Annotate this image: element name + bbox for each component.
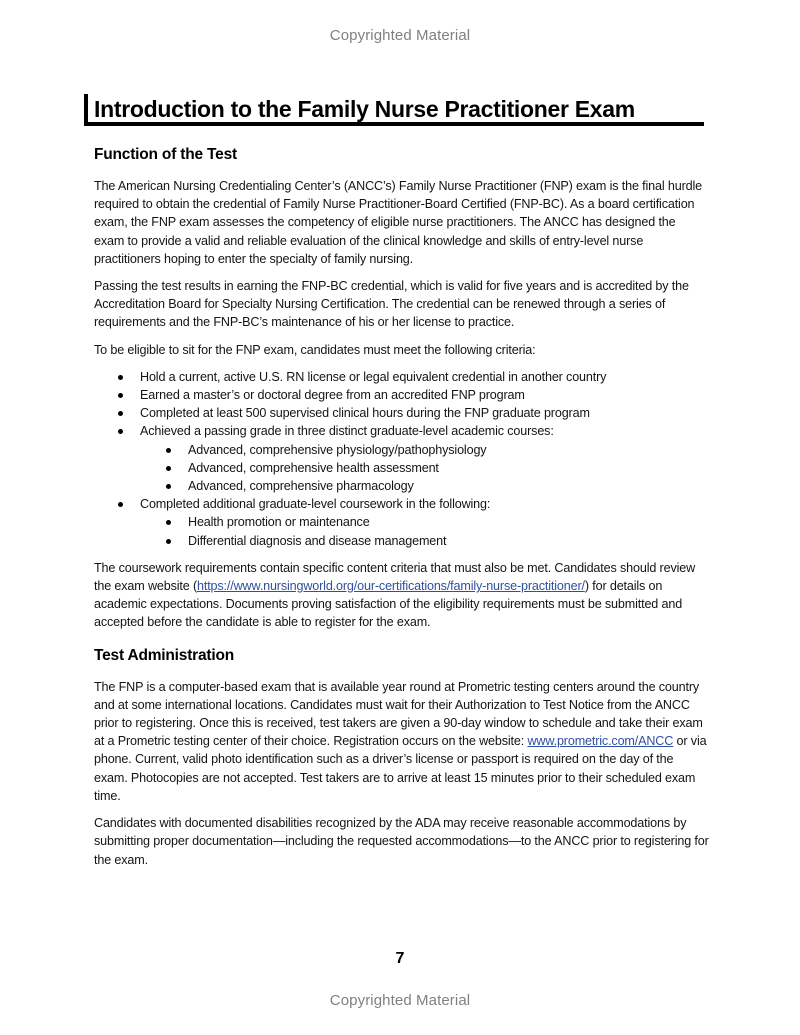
chapter-title: Introduction to the Family Nurse Practitioner Exam [94, 96, 635, 122]
eligibility-criteria-list [94, 368, 709, 441]
text-span: The coursework requirements contain specific content criteria that must also be met. Candidates should review the exam website ( [94, 560, 696, 594]
list-item-text: Earned a master’s or doctoral degree from an accredited FNP program [140, 388, 525, 403]
paragraph: Passing the test results in earning the FNP-BC credential, which is valid for five years and is accredited by the Accreditation Board for Specialty Nursing Certification. The credential can be renewed through a series of requirements and the FNP-BC’s maintenance of his or her license to practice. [94, 279, 689, 330]
bullet-icon [118, 411, 123, 416]
list-item [94, 386, 709, 404]
prometric-link[interactable]: www.prometric.com/ANCC [527, 734, 674, 749]
bullet-icon [166, 466, 171, 471]
section-heading: Test Administration [94, 646, 235, 664]
bullet-icon [118, 393, 123, 398]
text-span: The FNP is a computer-based exam that is available year round at Prometric testing centers around the country and at some international locations. Candidates must wait for their Authorization to Test Notice from the ANCC prior to registering. Once this is received, test takers are given a 90-day window to schedule and take their exam at a Prometric testing center of their choice. Registration occurs on the website: [94, 679, 703, 749]
accommodations-paragraph: Candidates with documented disabilities recognized by the ADA may receive reasonable accommodations by submitting proper documentation—including the requested accommodations—to the ANCC prior to registering for the exam. [94, 816, 709, 867]
bullet-icon [166, 448, 171, 453]
nursingworld-link[interactable]: https://www.nursingworld.org/our-certifications/family-nurse-practitioner/ [197, 579, 585, 594]
sublist-item [94, 513, 709, 531]
list-item [94, 495, 709, 513]
text-span: ) for details on academic expectations. Documents proving satisfaction of the eligibility requirements must be submitted and accepted before the candidate is able to register for the exam. [94, 579, 683, 630]
coursework-paragraph [94, 559, 709, 632]
list-item [94, 422, 709, 440]
sublist-item-text: Differential diagnosis and disease management [188, 533, 447, 548]
bullet-icon [166, 520, 171, 525]
sublist-item [94, 441, 709, 459]
courses-sublist [94, 441, 709, 496]
bullet-icon [166, 484, 171, 489]
eligibility-criteria-list-continued [94, 495, 709, 513]
list-item-text: Completed additional graduate-level coursework in the following: [140, 497, 491, 512]
list-item [94, 404, 709, 422]
sublist-item-text: Advanced, comprehensive health assessment [188, 460, 439, 475]
administration-paragraph [94, 678, 709, 805]
bullet-icon [118, 375, 123, 380]
bullet-icon [118, 502, 123, 507]
page-number: 7 [395, 950, 405, 967]
section-test-administration [94, 644, 709, 869]
list-item-text: Hold a current, active U.S. RN license or legal equivalent credential in another country [140, 369, 607, 384]
section-heading: Function of the Test [94, 146, 237, 163]
sublist-item [94, 459, 709, 477]
section-function-of-the-test [94, 143, 709, 632]
sublist-item [94, 477, 709, 495]
copyright-watermark-top: Copyrighted Material [329, 27, 471, 44]
sublist-item-text: Advanced, comprehensive pharmacology [188, 479, 414, 494]
copyright-watermark-bottom: Copyrighted Material [329, 992, 471, 1009]
list-item [94, 368, 709, 386]
bullet-icon [118, 429, 123, 434]
paragraph: To be eligible to sit for the FNP exam, candidates must meet the following criteria: [94, 342, 536, 357]
list-item-text: Completed at least 500 supervised clinical hours during the FNP graduate program [140, 406, 590, 421]
page-content [94, 143, 709, 878]
list-item-text: Achieved a passing grade in three distinct graduate-level academic courses: [140, 424, 554, 439]
paragraph: The American Nursing Credentialing Center’s (ANCC’s) Family Nurse Practitioner (FNP) exam is the final hurdle required to obtain the credential of Family Nurse Practitioner-Board Certified (FNP-BC). As a board certification exam, the FNP exam assesses the competency of eligible nurse practitioners. The ANCC has designed the exam to provide a valid and reliable evaluation of the clinical knowledge and skills of entry-level nurse practitioners hoping to enter the specialty of family nursing. [94, 179, 702, 266]
sublist-item [94, 532, 709, 550]
bullet-icon [166, 539, 171, 544]
sublist-item-text: Health promotion or maintenance [188, 515, 370, 530]
sublist-item-text: Advanced, comprehensive physiology/pathophysiology [188, 442, 487, 457]
text-span: or via phone. Current, valid photo identification such as a driver’s license or passport is required on the day of the exam. Photocopies are not accepted. Test takers are to arrive at least 15 minutes prior to their scheduled exam time. [94, 734, 707, 803]
chapter-title-block [84, 94, 704, 126]
coursework-sublist [94, 513, 709, 549]
